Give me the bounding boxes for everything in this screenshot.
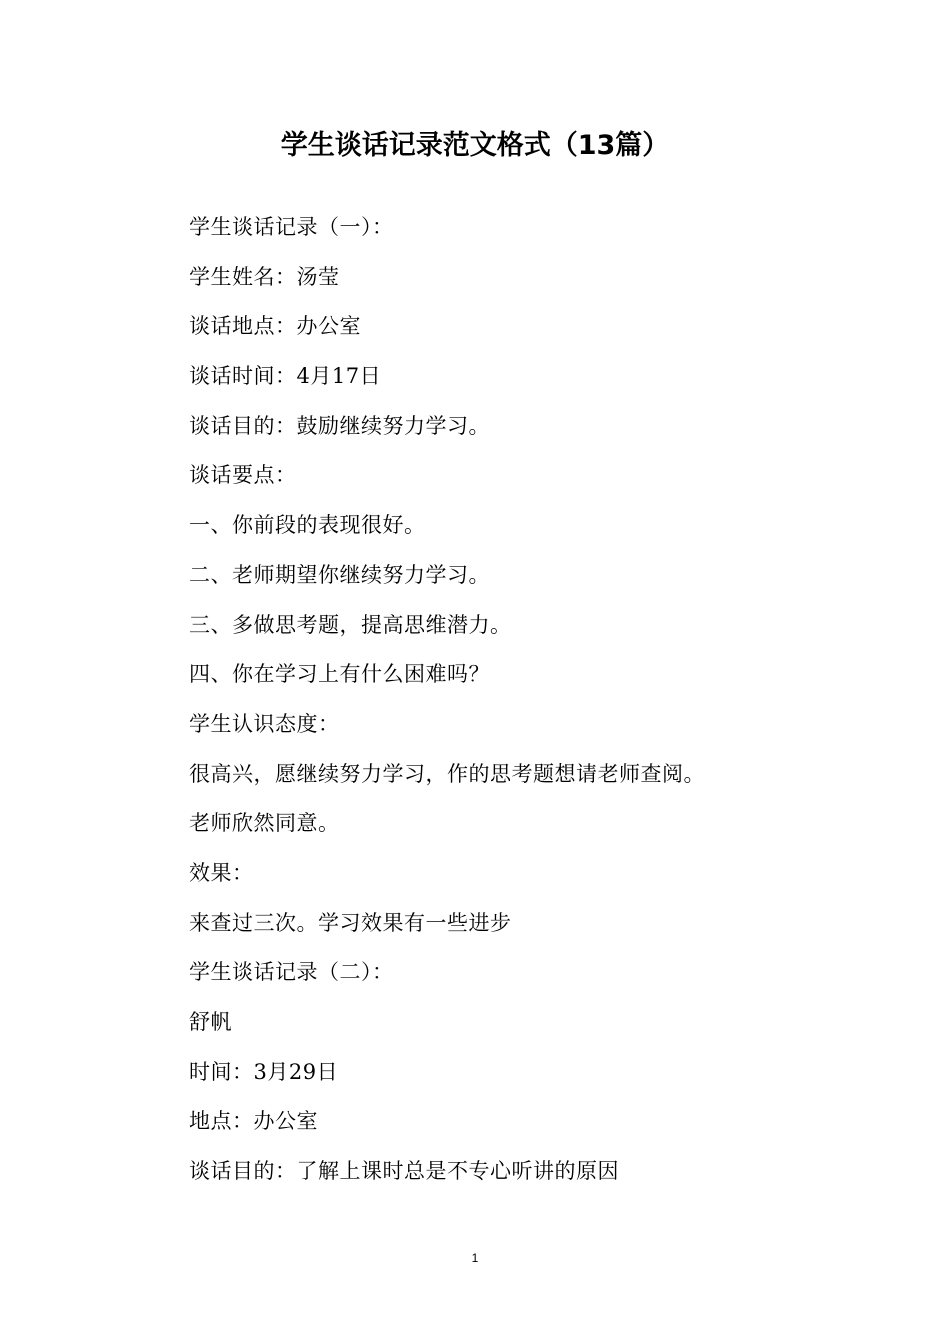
text-line: 老师欣然同意。 xyxy=(189,811,340,836)
text-line: 谈话时间：4月17日 xyxy=(189,364,382,389)
page-number: 1 xyxy=(471,1251,479,1265)
text-line: 很高兴，愿继续努力学习，作的思考题想请老师查阅。 xyxy=(189,761,705,786)
text-line: 学生认识态度： xyxy=(189,711,340,736)
text-line: 时间：3月29日 xyxy=(189,1059,339,1084)
document-title: 学生谈话记录范文格式（13篇） xyxy=(280,130,670,161)
text-line: 地点：办公室 xyxy=(189,1109,318,1134)
text-line: 学生谈话记录（二）： xyxy=(189,960,394,985)
text-line: 三、多做思考题，提高思维潜力。 xyxy=(189,612,512,637)
document-body xyxy=(189,207,829,1201)
text-line: 谈话目的：鼓励继续努力学习。 xyxy=(189,413,490,438)
text-line: 舒帆 xyxy=(189,1010,232,1034)
text-line: 学生谈话记录（一）： xyxy=(189,215,394,239)
text-line: 效果： xyxy=(189,860,254,885)
text-line: 谈话目的：了解上课时总是不专心听讲的原因 xyxy=(189,1159,619,1184)
text-line: 一、你前段的表现很好。 xyxy=(189,513,426,538)
text-line: 来查过三次。学习效果有一些进步 xyxy=(189,910,512,935)
text-line: 谈话要点： xyxy=(189,463,297,488)
text-line: 四、你在学习上有什么困难吗？ xyxy=(189,662,490,687)
text-line: 二、老师期望你继续努力学习。 xyxy=(189,562,490,587)
text-line: 学生姓名：汤莹 xyxy=(189,264,340,289)
text-line: 谈话地点：办公室 xyxy=(189,314,361,339)
